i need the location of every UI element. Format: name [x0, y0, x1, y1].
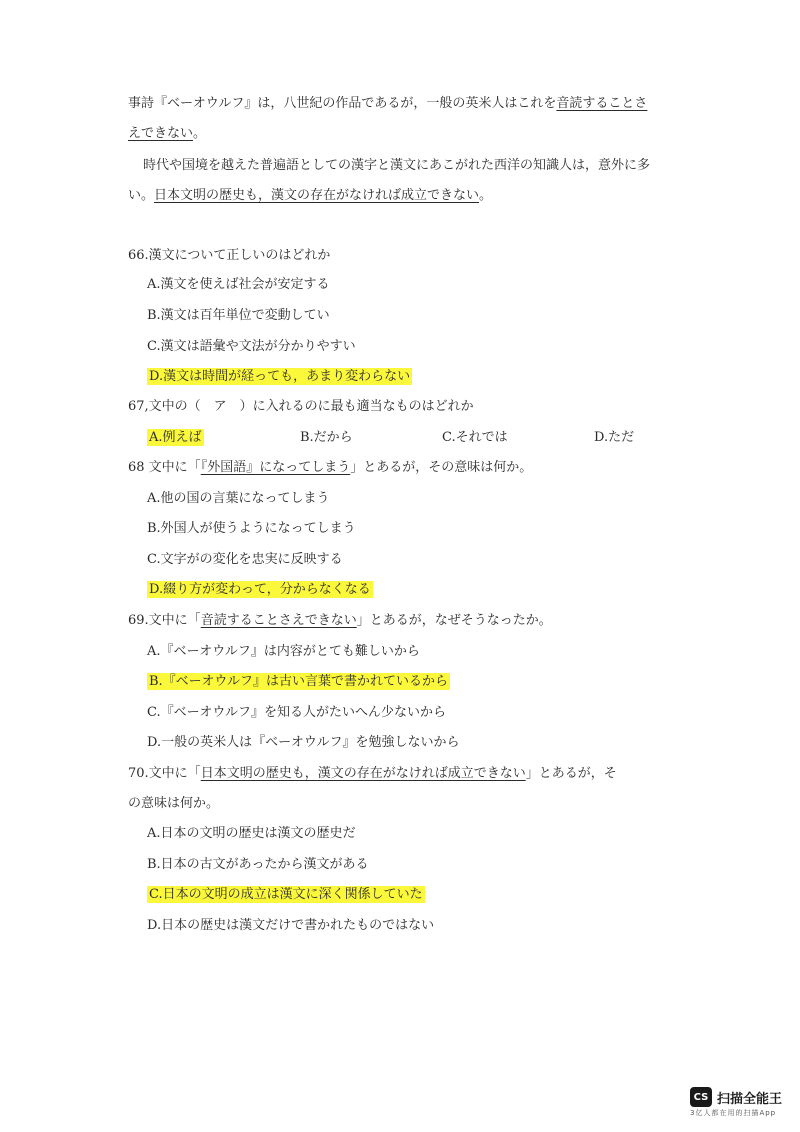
answer-option-highlighted	[147, 672, 450, 692]
question-stem: 66.漢文について正しいのはどれか	[128, 248, 331, 263]
answer-option-highlighted	[147, 367, 412, 387]
camscanner-logo-icon: CS	[690, 1087, 712, 1107]
highlight-mark: A.例えば	[149, 430, 202, 445]
highlight-mark: C.日本の文明の成立は漢文に深く関係していた	[149, 887, 423, 902]
answer-option-highlighted	[147, 428, 204, 448]
stem-text: 69.文中に「	[128, 613, 201, 628]
underlined-text: 日本文明の歴史も，漢文の存在がなければ成立できない	[154, 188, 480, 203]
answer-option: A.他の国の言葉になってしまう	[147, 491, 330, 506]
stem-text: 」とあるが，なぜそうなったか。	[356, 613, 552, 628]
underlined-text: 『外国語』になってしまう	[200, 460, 351, 475]
answer-option: C.それでは	[442, 430, 508, 445]
highlight-mark: D.漢文は時間が経っても，あまり変わらない	[149, 369, 411, 384]
answer-option: B.外国人が使うようになってしまう	[147, 521, 356, 536]
question-stem	[128, 764, 617, 784]
answer-option: B.だから	[300, 430, 353, 445]
stem-text: 」とあるが，そ	[525, 766, 617, 781]
brand-name: 扫描全能王	[717, 1091, 783, 1107]
answer-option: C.文字がの変化を忠実に反映する	[147, 552, 343, 567]
answer-option: A.『ベーオウルフ』は内容がとても難しいから	[147, 644, 420, 659]
passage-text: 事詩『ベーオウルフ』は，八世紀の作品であるが，一般の英米人はこれを	[128, 96, 557, 111]
passage-text: 時代や国境を越えた普遍語としての漢字と漢文にあこがれた西洋の知識人は，意外に多	[143, 158, 651, 173]
answer-option-highlighted	[147, 885, 425, 905]
passage-text: 。	[479, 188, 493, 203]
passage-line	[128, 94, 647, 114]
answer-option: D.ただ	[594, 430, 635, 445]
passage-line	[128, 124, 206, 144]
answer-option: B.漢文は百年単位で変動してい	[147, 308, 330, 323]
highlight-mark: B.『ベーオウルフ』は古い言葉で書かれているから	[149, 674, 449, 689]
camscanner-watermark	[690, 1087, 782, 1107]
question-stem-continued: の意味は何か。	[128, 796, 220, 811]
answer-option: D.日本の歴史は漢文だけで書かれたものではない	[147, 918, 435, 933]
question-stem	[128, 611, 552, 631]
answer-option: D.一般の英米人は『ベーオウルフ』を勉強しないから	[147, 735, 460, 750]
passage-line	[143, 156, 650, 176]
stem-text: 」とあるが，その意味は何か。	[350, 460, 533, 475]
passage-line	[128, 186, 492, 206]
answer-option: C.『ベーオウルフ』を知る人がたいへん少ないから	[147, 705, 446, 720]
question-stem: 67,文中の（ ア ）に入れるのに最も適当なものはどれか	[128, 399, 474, 414]
stem-text: 70.文中に「	[128, 766, 201, 781]
answer-option: C.漢文は語彙や文法が分かりやすい	[147, 339, 356, 354]
highlight-mark: D.綴り方が変わって，分からなくなる	[149, 582, 371, 597]
answer-option: A.漢文を使えば社会が安定する	[147, 277, 330, 292]
answer-option-highlighted	[147, 580, 373, 600]
underlined-text: 音読することさ	[556, 96, 648, 111]
underlined-text: 日本文明の歴史も，漢文の存在がなければ成立できない	[200, 766, 526, 781]
brand-tagline: 3亿人都在用的扫描App	[690, 1109, 777, 1117]
passage-text: い。	[128, 188, 155, 203]
underlined-text: えできない	[128, 126, 194, 141]
passage-text: 。	[193, 126, 207, 141]
answer-option: B.日本の古文があったから漢文がある	[147, 857, 369, 872]
answer-option: A.日本の文明の歴史は漢文の歴史だ	[147, 826, 356, 841]
stem-text: 68 文中に「	[128, 460, 201, 475]
question-stem	[128, 458, 532, 478]
underlined-text: 音読することさえできない	[200, 613, 357, 628]
